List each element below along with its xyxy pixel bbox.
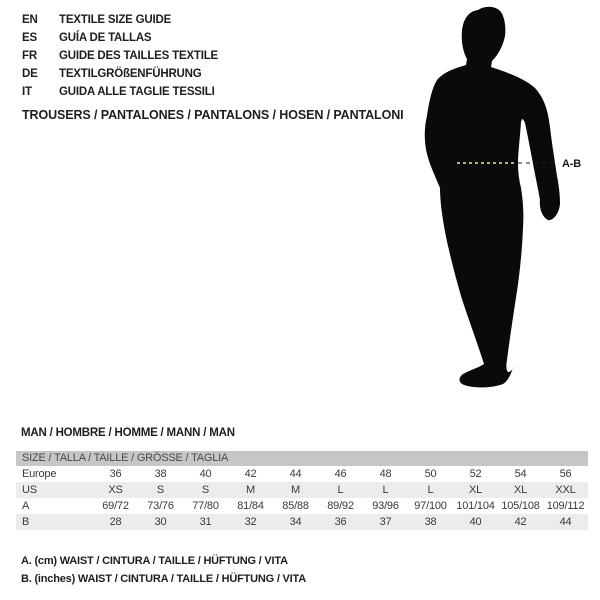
footnote-b: B. (inches) WAIST / CINTURA / TAILLE / HÜFTUNG / VITA (21, 573, 306, 585)
table-cell: M (246, 484, 255, 496)
language-code: EN (22, 14, 38, 26)
category-title: TROUSERS / PANTALONES / PANTALONS / HOSEN / PANTALONI (22, 108, 404, 122)
language-label: GUIDE DES TAILLES TEXTILE (59, 50, 218, 62)
table-cell: S (156, 484, 165, 496)
waist-measure-label: A-B (562, 158, 581, 170)
table-cell: 97/100 (414, 500, 447, 512)
table-cell: 73/76 (147, 500, 174, 512)
table-cell: 42 (244, 468, 257, 480)
table-cell: XS (108, 484, 123, 496)
size-table-header: SIZE / TALLA / TAILLE / GRÖSSE / TAGLIA (16, 451, 588, 466)
table-cell: XXL (555, 484, 576, 496)
table-cell: L (427, 484, 434, 496)
table-row-b-inches (16, 514, 588, 530)
table-cell: 56 (559, 468, 572, 480)
row-label: B (22, 516, 30, 528)
size-table (16, 451, 588, 530)
table-cell: 32 (244, 516, 257, 528)
table-row-europe (16, 466, 588, 482)
row-label: Europe (22, 468, 57, 480)
man-silhouette-figure (395, 0, 600, 420)
footnotes (21, 552, 306, 588)
table-cell: 36 (334, 516, 347, 528)
language-row-en (22, 11, 218, 29)
table-cell: 34 (289, 516, 302, 528)
table-cell: 101/104 (456, 500, 495, 512)
table-cell: 46 (334, 468, 347, 480)
table-cell: 38 (154, 468, 167, 480)
footnote-a: A. (cm) WAIST / CINTURA / TAILLE / HÜFTUNG / VITA (21, 555, 288, 567)
table-cell: 37 (379, 516, 392, 528)
table-cell: 81/84 (237, 500, 264, 512)
man-silhouette (425, 7, 560, 388)
language-row-it (22, 83, 218, 101)
table-cell: 44 (289, 468, 302, 480)
table-cell: 109/112 (546, 500, 585, 512)
table-cell: 48 (379, 468, 392, 480)
language-row-es (22, 29, 218, 47)
table-cell: S (201, 484, 210, 496)
table-cell: 40 (469, 516, 482, 528)
language-code: FR (22, 50, 37, 62)
row-label: US (22, 484, 37, 496)
table-cell: L (382, 484, 389, 496)
table-cell: 52 (469, 468, 482, 480)
table-cell: 54 (514, 468, 527, 480)
table-cell: 36 (109, 468, 122, 480)
row-label: A (22, 500, 30, 512)
table-cell: 40 (199, 468, 212, 480)
language-label: GUÍA DE TALLAS (59, 32, 152, 44)
table-cell: M (291, 484, 300, 496)
table-cell: 38 (424, 516, 437, 528)
language-list (22, 11, 218, 101)
table-cell: XL (468, 484, 483, 496)
table-cell: 69/72 (102, 500, 129, 512)
table-cell: 28 (109, 516, 122, 528)
table-cell: 85/88 (282, 500, 309, 512)
language-row-de (22, 65, 218, 83)
table-row-us (16, 482, 588, 498)
table-cell: 105/108 (501, 500, 540, 512)
table-cell: 30 (154, 516, 167, 528)
table-cell: 44 (559, 516, 572, 528)
table-cell: 93/96 (372, 500, 399, 512)
language-code: DE (22, 68, 38, 80)
table-row-a-cm (16, 498, 588, 514)
language-label: TEXTILGRÖßENFÜHRUNG (59, 68, 202, 80)
table-cell: 42 (514, 516, 527, 528)
language-row-fr (22, 47, 218, 65)
language-label: GUIDA ALLE TAGLIE TESSILI (59, 86, 215, 98)
table-cell: 50 (424, 468, 437, 480)
table-cell: 31 (199, 516, 212, 528)
language-code: IT (22, 86, 32, 98)
table-cell: 89/92 (327, 500, 354, 512)
table-cell: XL (513, 484, 528, 496)
table-cell: L (337, 484, 344, 496)
gender-heading: MAN / HOMBRE / HOMME / MANN / MAN (21, 427, 235, 439)
language-code: ES (22, 32, 37, 44)
table-cell: 77/80 (192, 500, 219, 512)
language-label: TEXTILE SIZE GUIDE (59, 14, 172, 26)
